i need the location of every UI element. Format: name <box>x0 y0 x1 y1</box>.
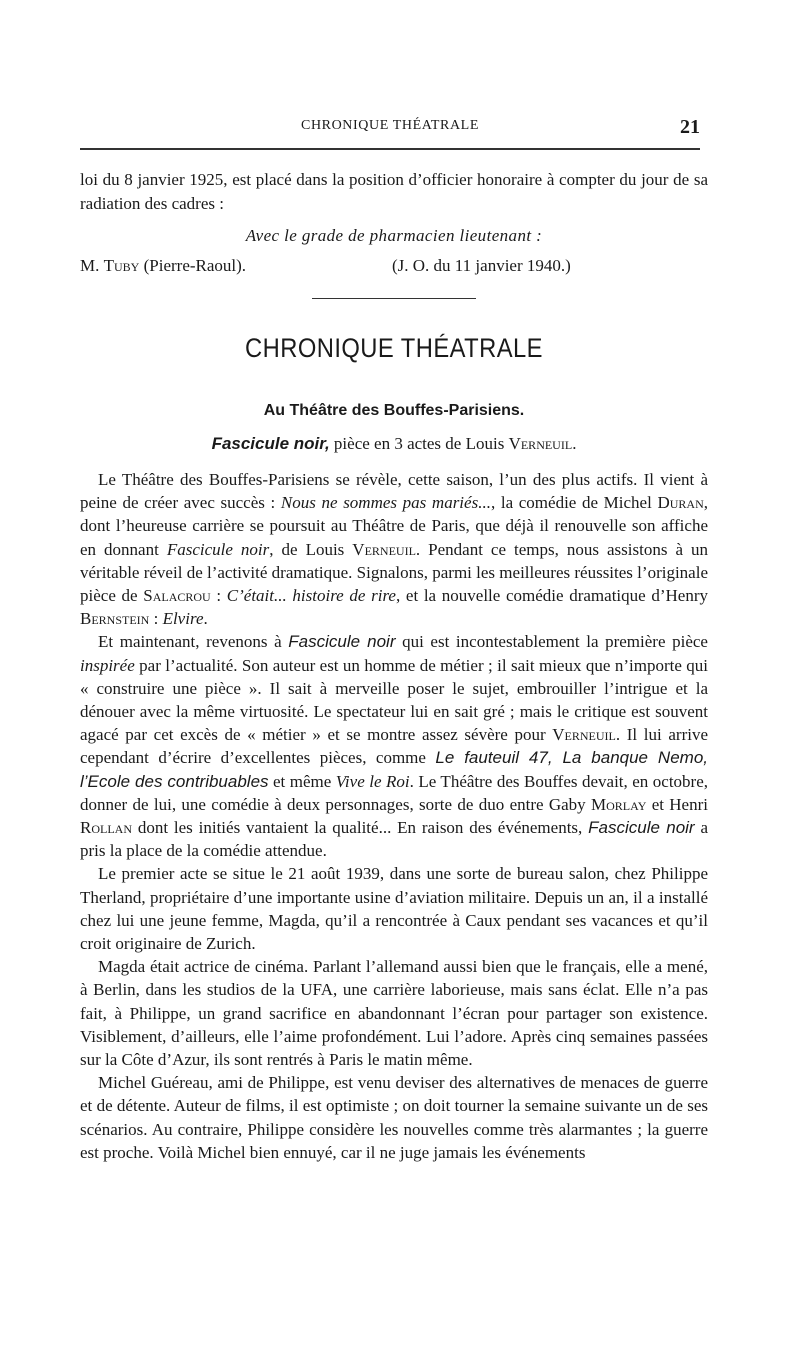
paragraph-3: Le premier acte se situe le 21 août 1939, dans une sorte de bureau salon, chez Philippe Therland, propriétaire d’une importante usine d’aviation militaire. Depuis un an, il a installé chez lui une jeune femme, Magda, qu’il a rencontrée à Caux pendant ses vacances et qu’il croit originaire de Zurich. <box>80 864 708 954</box>
journal-officiel-reference: (J. O. du 11 janvier 1940.) <box>392 256 571 275</box>
page-number: 21 <box>680 116 700 138</box>
running-title: CHRONIQUE THÉATRALE <box>301 118 479 133</box>
lead-paragraph: loi du 8 janvier 1925, est placé dans la position d’officier honoraire à compter du jour de sa radiation des cadres : <box>80 170 708 213</box>
running-header <box>80 116 700 138</box>
paragraph-4: Magda était actrice de cinéma. Parlant l’allemand aussi bien que le français, elle a mené, à Berlin, dans les studios de la UFA, une carrière laborieuse, mais sans éclat. Elle n’a pas fait, à Philippe, un grand sacrifice en abandonnant l’écran pour partager son existence. Visiblement, d’ailleurs, elle l’aime profondément. Lui l’adore. Après cinq semaines passées sur la Côte d’Azur, ils sont rentrés à Paris le matin même. <box>80 957 708 1070</box>
article-text <box>80 468 708 1164</box>
paragraph-5: Michel Guéreau, ami de Philippe, est venu deviser des alternatives de menaces de guerre et de détente. Auteur de films, il est optimiste ; on doit tourner la semaine suivante un de ses scénarios. Au contraire, Philippe considère les nouvelles comme très alarmantes ; la guerre est proche. Voilà Michel bien ennuyé, car il ne juge jamais les événements <box>80 1073 708 1162</box>
play-heading: Fascicule noir, pièce en 3 actes de Louis Verneuil. <box>211 434 577 453</box>
play-title: Fascicule noir, <box>211 434 330 453</box>
appointee-surname: Tuby <box>103 256 140 275</box>
appointee-name: M. Tuby (Pierre-Raoul). <box>80 256 247 275</box>
page-body <box>80 168 708 1164</box>
venue-heading: Au Théâtre des Bouffes-Parisiens. <box>263 402 525 419</box>
paragraph-1: Le Théâtre des Bouffes-Parisiens se révèle, cette saison, l’un des plus actifs. Il vient à peine de créer avec succès : Nous ne sommes pas mariés..., la comédie de Michel Duran, dont l’heureuse carrière se poursuit au Théâtre de Paris, que déjà il renouvelle son affiche en donnant Fascicule noir, de Louis Verneuil. Pendant ce temps, nous assistons à un véritable réveil de l’activité dramatique. Signalons, parmi les meilleures réussites l’originale pièce de Salacrou : C’était... histoire de rire, et la nouvelle comédie dramatique d’Henry Bernstein : Elvire. <box>80 470 708 629</box>
grade-line: Avec le grade de pharmacien lieutenant : <box>245 226 543 245</box>
section-divider <box>312 298 476 299</box>
paragraph-2: Et maintenant, revenons à Fascicule noir qui est incontestablement la première pièce inspirée par l’actualité. Son auteur est un homme de métier ; il sait mieux que n’importe qui « construire une pièce ». Il sait à merveille poser le sujet, embrouiller l’intrigue et la dénouer avec la même virtuosité. Le spectateur lui en sait gré ; mais le critique est souvent agacé par cet excès de « métier » et se montre assez sévère pour Verneuil. Il lui arrive cependant d’écrire d’excellentes pièces, comme Le fauteuil 47, La banque Nemo, l’Ecole des contribuables et même Vive le Roi. Le Théâtre des Bouffes devait, en octobre, donner de lui, une comédie à deux personnages, sorte de duo entre Gaby Morlay et Henri Rollan dont les initiés vantaient la qualité... En raison des événements, Fascicule noir a pris la place de la comédie attendue. <box>80 632 709 861</box>
article-title: CHRONIQUE THÉATRALE <box>245 333 543 363</box>
appointee-row <box>80 254 708 278</box>
header-rule <box>80 148 700 150</box>
